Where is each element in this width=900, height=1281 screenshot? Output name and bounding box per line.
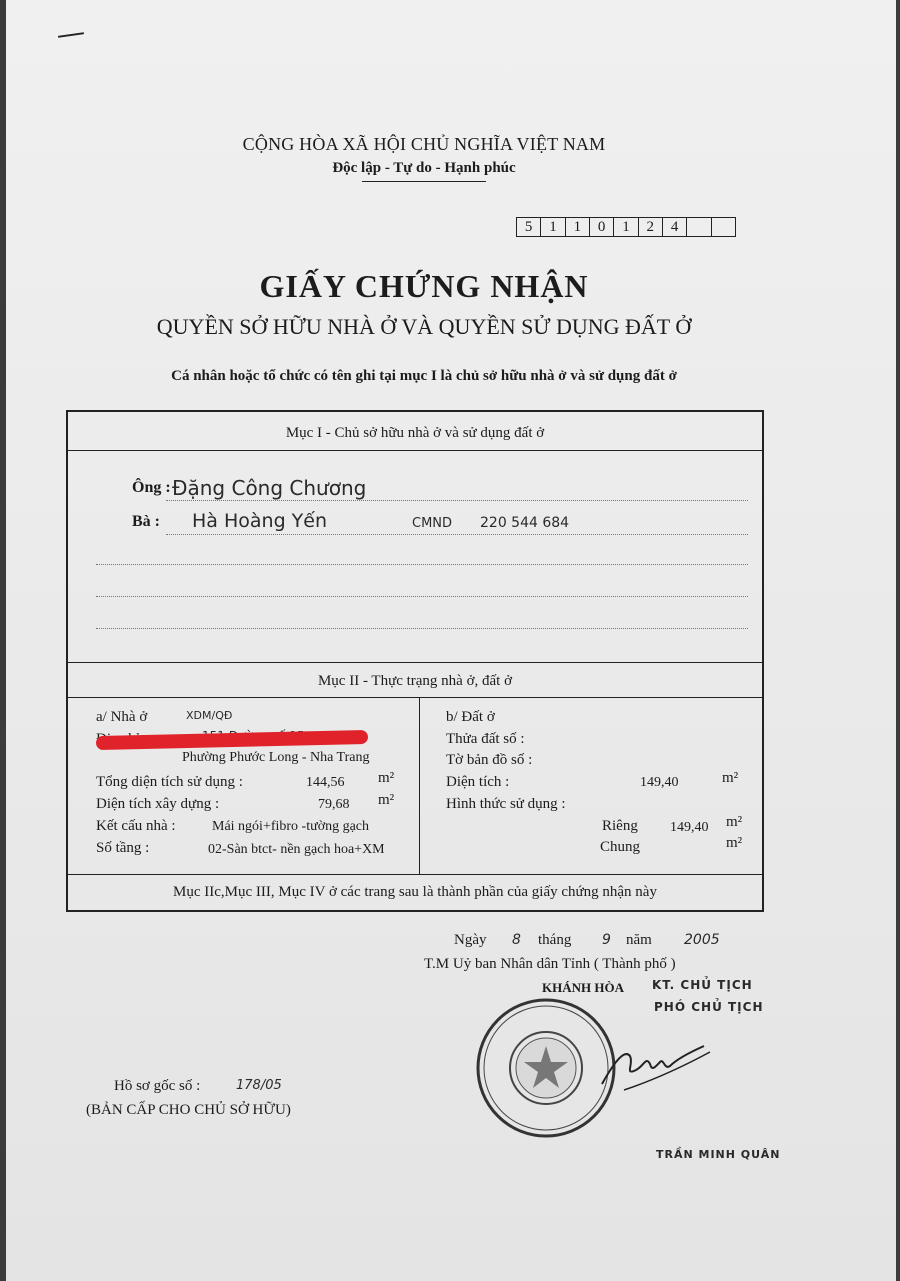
copy-note: (BẢN CẤP CHO CHỦ SỞ HỮU)	[86, 1102, 291, 1118]
unit-m2: m²	[378, 770, 395, 786]
footer-note: Mục IIc,Mục III, Mục IV ở các trang sau là thành phần của giấy chứng nhận này	[173, 884, 657, 900]
house-label: a/ Nhà ở	[96, 709, 148, 725]
plot-label: Thửa đất số :	[446, 731, 525, 747]
build-area-label: Diện tích xây dựng :	[96, 796, 220, 812]
signature	[594, 1026, 714, 1096]
ward: Phường Phước Long - Nha Trang	[182, 750, 370, 765]
date-month: 9	[602, 932, 611, 948]
serial-digit	[712, 217, 736, 237]
date-year: 2005	[684, 932, 720, 948]
structure-label: Kết cấu nhà :	[96, 818, 176, 834]
motto-underline	[362, 181, 486, 182]
date-month-label: tháng	[538, 932, 572, 948]
unit-m2: m²	[722, 770, 739, 786]
section2-heading: Mục II - Thực trạng nhà ở, đất ở	[317, 673, 513, 689]
land-label: b/ Đất ở	[446, 709, 495, 725]
section1-divider	[68, 450, 762, 451]
section2-divider	[68, 697, 762, 698]
id-number: 220 544 684	[480, 515, 570, 531]
private-value: 149,40	[670, 820, 709, 835]
unit-m2: m²	[726, 835, 743, 851]
dotted-line	[96, 628, 748, 629]
authority-line: T.M Uỷ ban Nhân dân Tỉnh ( Thành phố )	[424, 956, 676, 972]
unit-m2: m²	[378, 792, 395, 808]
vice-chairman-title: PHÓ CHỦ TỊCH	[654, 1000, 764, 1014]
date-day-label: Ngày	[454, 932, 487, 948]
serial-digit: 1	[614, 217, 638, 237]
certificate-subtitle: QUYỀN SỞ HỮU NHÀ Ở VÀ QUYỀN SỬ DỤNG ĐẤT Ở	[156, 314, 692, 339]
file-number-value: 178/05	[236, 1078, 282, 1093]
private-label: Riêng	[602, 818, 638, 834]
floors-value: 02-Sàn btct- nền gạch hoa+XM	[208, 842, 385, 857]
certificate-note: Cá nhân hoặc tổ chức có tên ghi tại mục I là chủ sở hữu nhà ở và sử dụng đất ở	[171, 368, 677, 384]
province: KHÁNH HÒA	[542, 980, 624, 995]
owner2-name: Hà Hoàng Yến	[192, 510, 328, 532]
dotted-line	[96, 564, 748, 565]
owner2-prefix: Bà :	[132, 513, 160, 530]
owner1-name: Đặng Công Chương	[172, 476, 367, 500]
id-label: CMND	[412, 516, 453, 531]
common-label: Chung	[600, 839, 641, 855]
land-area-label: Diện tích :	[446, 774, 510, 790]
file-number-label: Hồ sơ gốc số :	[114, 1078, 201, 1094]
floors-label: Số tầng :	[96, 840, 150, 856]
section2-column-divider	[419, 698, 420, 874]
section2-top-divider	[68, 662, 762, 663]
signer-name: TRẦN MINH QUÂN	[656, 1148, 781, 1161]
serial-digit: 5	[516, 217, 541, 237]
house-code: XDM/QĐ	[186, 709, 233, 722]
serial-digit: 1	[541, 217, 565, 237]
dotted-line	[96, 596, 748, 597]
unit-m2: m²	[726, 814, 743, 830]
map-sheet-label: Tờ bản đồ số :	[446, 752, 533, 768]
motto: Độc lập - Tự do - Hạnh phúc	[332, 160, 516, 176]
date-year-label: năm	[626, 932, 652, 948]
owner1-prefix: Ông :	[132, 479, 171, 496]
serial-digit: 0	[590, 217, 614, 237]
total-area-label: Tổng diện tích sử dụng :	[96, 774, 243, 790]
footer-divider	[68, 874, 762, 875]
serial-digit: 1	[566, 217, 590, 237]
kt-chairman: KT. CHỦ TỊCH	[652, 978, 753, 992]
land-area-value: 149,40	[640, 775, 679, 790]
total-area-value: 144,56	[306, 775, 345, 790]
serial-digit: 2	[639, 217, 663, 237]
nation-heading: CỘNG HÒA XÃ HỘI CHỦ NGHĨA VIỆT NAM	[242, 134, 606, 154]
serial-digit	[687, 217, 711, 237]
date-day: 8	[512, 932, 521, 948]
build-area-value: 79,68	[318, 797, 350, 812]
section1-heading: Mục I - Chủ sở hữu nhà ở và sử dụng đất ở	[285, 425, 545, 441]
dotted-line	[166, 500, 748, 501]
serial-digit: 4	[663, 217, 687, 237]
certificate-page	[6, 0, 896, 1281]
dotted-line	[166, 534, 748, 535]
serial-number-boxes	[516, 217, 736, 237]
structure-value: Mái ngói+fibro -tường gạch	[212, 819, 370, 834]
usage-label: Hình thức sử dụng :	[446, 796, 566, 812]
certificate-title: GIẤY CHỨNG NHẬN	[259, 268, 589, 304]
